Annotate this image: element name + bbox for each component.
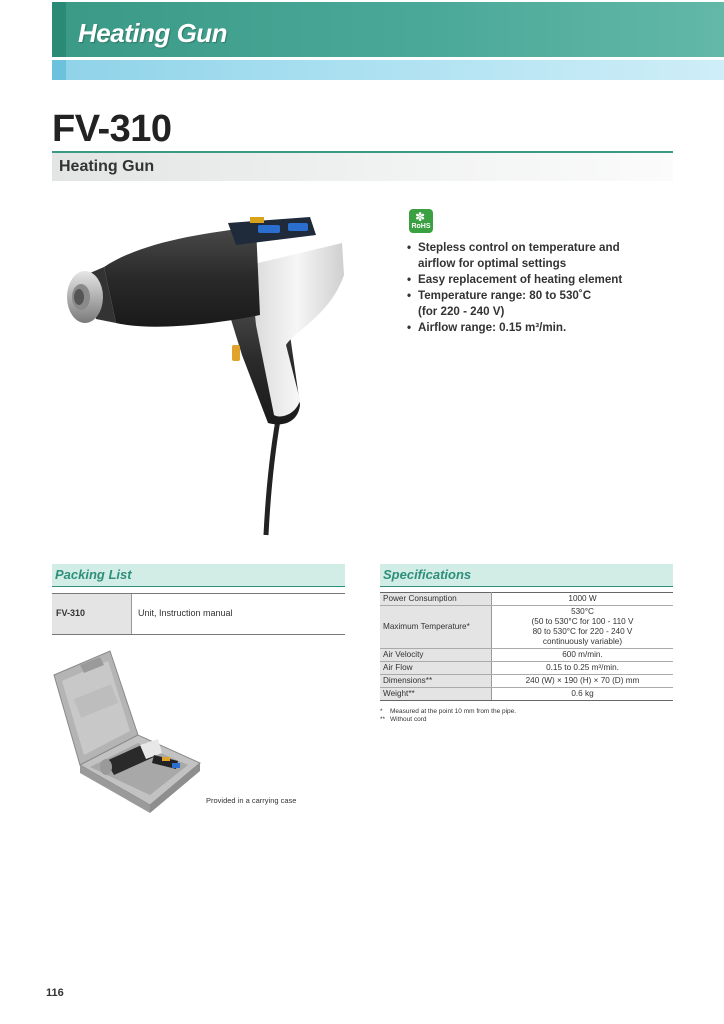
header-band bbox=[52, 2, 724, 57]
section-title: Heating Gun bbox=[78, 18, 228, 48]
carrying-case-image bbox=[50, 645, 208, 815]
packing-model-cell bbox=[52, 594, 132, 634]
table-row bbox=[380, 662, 673, 675]
spec-label: Dimensions** bbox=[380, 675, 492, 688]
feature-item: • Stepless control on temperature and airflow for optimal settings bbox=[407, 241, 620, 270]
packing-contents: Unit, Instruction manual bbox=[138, 608, 233, 618]
table-row bbox=[380, 593, 673, 606]
header-strip bbox=[52, 60, 724, 80]
header-accent bbox=[52, 2, 66, 57]
rohs-leaf-icon: ✽ bbox=[415, 210, 426, 224]
packing-list-header bbox=[52, 564, 345, 587]
page-number: 116 bbox=[46, 987, 64, 999]
footnote: ** Without cord bbox=[380, 716, 427, 723]
model-title: FV-310 bbox=[52, 108, 172, 150]
specifications-title: Specifications bbox=[383, 567, 472, 582]
specifications-header bbox=[380, 564, 673, 587]
feature-item: • Easy replacement of heating element bbox=[407, 273, 623, 286]
footnote: * Measured at the point 10 mm from the pipe. bbox=[380, 708, 517, 715]
packing-model: FV-310 bbox=[56, 608, 86, 618]
spec-label: Air Flow bbox=[380, 662, 492, 675]
table-row bbox=[380, 649, 673, 662]
table-row bbox=[380, 606, 673, 649]
feature-list bbox=[407, 240, 677, 336]
feature-item: • Airflow range: 0.15 m³/min. bbox=[407, 321, 567, 334]
rohs-badge bbox=[409, 209, 433, 233]
table-row bbox=[380, 688, 673, 701]
specifications-table bbox=[380, 592, 673, 701]
packing-list-title: Packing List bbox=[55, 567, 132, 582]
spec-label: Maximum Temperature* bbox=[380, 606, 492, 649]
packing-list-table bbox=[52, 593, 345, 635]
product-subtitle: Heating Gun bbox=[59, 158, 155, 175]
case-caption: Provided in a carrying case bbox=[206, 796, 297, 805]
spec-value: 0.6 kg bbox=[492, 688, 674, 701]
spec-label: Power Consumption bbox=[380, 593, 492, 606]
rohs-label: RoHS bbox=[411, 223, 431, 230]
feature-item: • Temperature range: 80 to 530˚C (for 220 - 240 V) bbox=[407, 289, 592, 318]
table-row bbox=[380, 675, 673, 688]
spec-value: 240 (W) × 190 (H) × 70 (D) mm bbox=[492, 675, 674, 688]
spec-label: Weight** bbox=[380, 688, 492, 701]
spec-label: Air Velocity bbox=[380, 649, 492, 662]
spec-value: 1000 W bbox=[492, 593, 674, 606]
spec-value: 600 m/min. bbox=[492, 649, 674, 662]
heating-gun-image bbox=[60, 205, 360, 540]
spec-value: 530°C (50 to 530°C for 100 - 110 V 80 to 530°C for 220 - 240 V continuously variable) bbox=[492, 606, 674, 649]
subtitle-bar bbox=[52, 151, 673, 181]
spec-value: 0.15 to 0.25 m³/min. bbox=[492, 662, 674, 675]
header-strip-accent bbox=[52, 60, 66, 80]
spec-footnotes bbox=[380, 708, 516, 724]
